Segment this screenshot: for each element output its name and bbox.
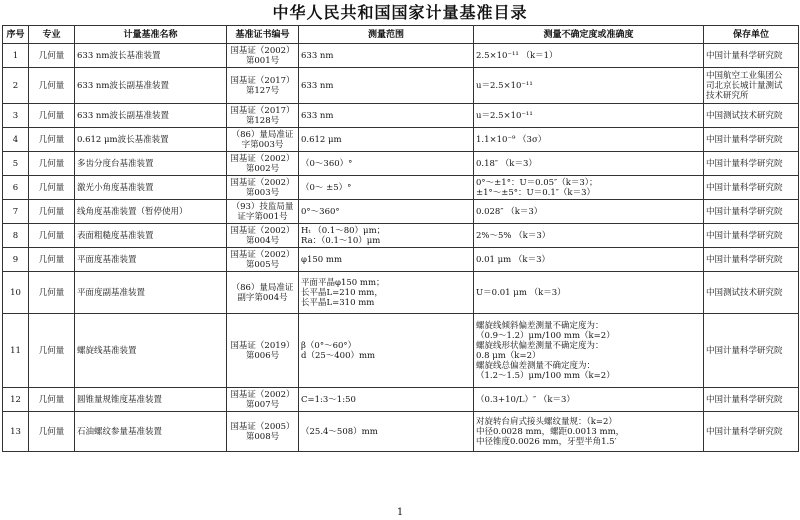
cell-no: 6 bbox=[3, 176, 29, 200]
cell-unit bbox=[704, 44, 799, 68]
cell-uncertainty-line: 0°～±1°：U＝0.05″（k＝3）； bbox=[476, 177, 598, 188]
cell-range bbox=[299, 314, 474, 388]
cell-cert-line: 国基证（2002） bbox=[230, 177, 295, 188]
cell-unit-line: 中国计量科学研究院 bbox=[706, 134, 783, 145]
cell-uncertainty-line: u＝2.5×10⁻¹¹ bbox=[476, 110, 533, 121]
cell-uncertainty-line: 螺旋线总偏差测量不确定度为： bbox=[476, 360, 596, 371]
table-row bbox=[3, 44, 799, 68]
cell-range-line: （0～360）° bbox=[301, 158, 353, 169]
cell-unit bbox=[704, 388, 799, 412]
cell-unit-line: 中国计量科学研究院 bbox=[706, 206, 783, 217]
cell-unit-line: 中国计量科学研究院 bbox=[706, 254, 783, 265]
cell-field: 几何量 bbox=[29, 224, 75, 248]
cell-unit bbox=[704, 104, 799, 128]
col-header-uncertainty: 测量不确定度或准确度 bbox=[474, 26, 704, 44]
cell-uncertainty-line: 中径0.0028 mm，螺距0.0013 mm， bbox=[476, 426, 625, 437]
cell-uncertainty bbox=[474, 44, 704, 68]
cell-cert bbox=[227, 200, 299, 224]
cell-range bbox=[299, 200, 474, 224]
cell-cert-line: 第128号 bbox=[245, 115, 280, 126]
cell-uncertainty-line: 0.18″ （k＝3） bbox=[476, 158, 537, 169]
cell-cert-line: （86）量局准证 bbox=[231, 282, 294, 293]
cell-uncertainty-line: 0.8 μm（k=2） bbox=[476, 350, 541, 361]
cell-unit bbox=[704, 272, 799, 314]
cell-cert-line: 第004号 bbox=[245, 235, 280, 246]
cell-unit bbox=[704, 200, 799, 224]
cell-field: 几何量 bbox=[29, 68, 75, 104]
page-number: 1 bbox=[396, 507, 404, 518]
cell-unit-line: 中国测试技术研究院 bbox=[706, 110, 783, 121]
cell-cert bbox=[227, 314, 299, 388]
cell-unit-line: 中国计量科学研究院 bbox=[706, 158, 783, 169]
cell-uncertainty bbox=[474, 104, 704, 128]
cell-name: 激光小角度基准装置 bbox=[75, 176, 227, 200]
cell-no: 7 bbox=[3, 200, 29, 224]
cell-range-line: 0.612 μm bbox=[301, 134, 342, 145]
table-row bbox=[3, 248, 799, 272]
col-header-range: 测量范围 bbox=[299, 26, 474, 44]
cell-no: 5 bbox=[3, 152, 29, 176]
cell-uncertainty bbox=[474, 128, 704, 152]
col-header-no: 序号 bbox=[3, 26, 29, 44]
cell-field: 几何量 bbox=[29, 412, 75, 452]
cell-uncertainty-line: u＝2.5×10⁻¹¹ bbox=[476, 80, 533, 91]
col-header-field: 专业 bbox=[29, 26, 75, 44]
cell-range bbox=[299, 68, 474, 104]
cell-cert-line: 证字第001号 bbox=[237, 211, 288, 222]
cell-cert-line: 字第003号 bbox=[241, 139, 284, 150]
page-title: 中华人民共和国国家计量基准目录 bbox=[272, 3, 528, 22]
cell-range bbox=[299, 44, 474, 68]
cell-range-line: 633 nm bbox=[301, 50, 334, 61]
cell-range-line: 633 nm bbox=[301, 110, 334, 121]
table-row bbox=[3, 104, 799, 128]
cell-name: 圆锥量规锥度基准装置 bbox=[75, 388, 227, 412]
cell-range-line: 0°～360° bbox=[301, 206, 340, 217]
cell-cert-line: 国基证（2019） bbox=[230, 340, 295, 351]
cell-range bbox=[299, 272, 474, 314]
cell-uncertainty bbox=[474, 248, 704, 272]
standards-table bbox=[2, 25, 799, 452]
header-row bbox=[3, 26, 799, 44]
cell-uncertainty bbox=[474, 152, 704, 176]
cell-uncertainty bbox=[474, 68, 704, 104]
cell-uncertainty-line: （0.9～1.2）μm/100 mm（k=2） bbox=[476, 330, 615, 341]
cell-cert-line: 国基证（2002） bbox=[230, 249, 295, 260]
cell-cert-line: 第008号 bbox=[245, 431, 280, 442]
cell-field: 几何量 bbox=[29, 248, 75, 272]
cell-range-line: （0～ ±5）° bbox=[301, 182, 352, 193]
cell-cert-line: 第001号 bbox=[245, 55, 280, 66]
cell-no: 12 bbox=[3, 388, 29, 412]
cell-name: 平面度基准装置 bbox=[75, 248, 227, 272]
cell-cert-line: （93）技监局量 bbox=[231, 201, 294, 212]
cell-cert-line: 国基证（2002） bbox=[230, 389, 295, 400]
cell-field: 几何量 bbox=[29, 272, 75, 314]
cell-no: 8 bbox=[3, 224, 29, 248]
cell-unit-line: 中国计量科学研究院 bbox=[706, 394, 783, 405]
cell-cert-line: 国基证（2017） bbox=[230, 75, 295, 86]
table-row bbox=[3, 314, 799, 388]
cell-range-line: 长平晶L=310 mm bbox=[301, 297, 375, 308]
cell-field: 几何量 bbox=[29, 314, 75, 388]
cell-cert-line: 国基证（2002） bbox=[230, 225, 295, 236]
cell-field: 几何量 bbox=[29, 152, 75, 176]
cell-uncertainty bbox=[474, 272, 704, 314]
col-header-unit: 保存单位 bbox=[704, 26, 799, 44]
cell-field: 几何量 bbox=[29, 104, 75, 128]
cell-cert-line: 国基证（2002） bbox=[230, 45, 295, 56]
cell-range-line: 平面平晶φ150 mm； bbox=[301, 277, 385, 288]
cell-uncertainty bbox=[474, 176, 704, 200]
cell-range-line: Hₜ （0.1～80）μm； bbox=[301, 225, 386, 236]
table-row bbox=[3, 412, 799, 452]
cell-range-line: C=1:3～1:50 bbox=[301, 394, 356, 405]
cell-unit-line: 技术研究所 bbox=[706, 90, 749, 101]
cell-name: 633 nm波长基准装置 bbox=[75, 44, 227, 68]
table-row bbox=[3, 128, 799, 152]
cell-range-line: 长平晶L=210 mm， bbox=[301, 287, 383, 298]
cell-range bbox=[299, 248, 474, 272]
cell-unit bbox=[704, 152, 799, 176]
cell-unit bbox=[704, 224, 799, 248]
cell-uncertainty bbox=[474, 388, 704, 412]
cell-unit-line: 中国计量科学研究院 bbox=[706, 50, 783, 61]
cell-range bbox=[299, 104, 474, 128]
table-row bbox=[3, 152, 799, 176]
cell-range-line: φ150 mm bbox=[301, 254, 342, 265]
cell-uncertainty-line: ±1°～±5°：U＝0.1″（k＝3） bbox=[476, 187, 595, 198]
cell-field: 几何量 bbox=[29, 44, 75, 68]
cell-cert-line: 国基证（2002） bbox=[230, 153, 295, 164]
col-header-cert: 基准证书编号 bbox=[227, 26, 299, 44]
col-header-name: 计量基准名称 bbox=[75, 26, 227, 44]
cell-range bbox=[299, 128, 474, 152]
cell-field: 几何量 bbox=[29, 388, 75, 412]
cell-name: 平面度副基准装置 bbox=[75, 272, 227, 314]
cell-uncertainty-line: 0.028″ （k＝3） bbox=[476, 206, 543, 217]
cell-name: 多齿分度台基准装置 bbox=[75, 152, 227, 176]
cell-uncertainty-line: 1.1×10⁻⁹ （3σ） bbox=[476, 134, 547, 145]
table-row bbox=[3, 200, 799, 224]
cell-uncertainty bbox=[474, 224, 704, 248]
cell-no: 4 bbox=[3, 128, 29, 152]
cell-cert bbox=[227, 152, 299, 176]
cell-uncertainty-line: 螺旋线倾斜偏差测量不确定度为： bbox=[476, 320, 604, 331]
cell-range bbox=[299, 152, 474, 176]
cell-field: 几何量 bbox=[29, 176, 75, 200]
cell-unit bbox=[704, 128, 799, 152]
cell-cert-line: 第006号 bbox=[245, 350, 280, 361]
cell-cert bbox=[227, 388, 299, 412]
cell-name: 石油螺纹参量基准装置 bbox=[75, 412, 227, 452]
cell-uncertainty-line: 0.01 μm （k＝3） bbox=[476, 254, 550, 265]
cell-cert bbox=[227, 224, 299, 248]
cell-unit bbox=[704, 248, 799, 272]
cell-unit-line: 中国计量科学研究院 bbox=[706, 345, 783, 356]
cell-range-line: 633 nm bbox=[301, 80, 334, 91]
cell-unit-line: 中国计量科学研究院 bbox=[706, 426, 783, 437]
cell-uncertainty-line: 2.5×10⁻¹¹ （k＝1） bbox=[476, 50, 558, 61]
cell-cert-line: 国基证（2005） bbox=[230, 421, 295, 432]
cell-cert-line: 第005号 bbox=[245, 259, 280, 270]
table-row bbox=[3, 272, 799, 314]
cell-field: 几何量 bbox=[29, 200, 75, 224]
cell-range bbox=[299, 388, 474, 412]
cell-uncertainty-line: （1.2～1.5）μm/100 mm（k=2） bbox=[476, 370, 615, 381]
cell-name: 表面粗糙度基准装置 bbox=[75, 224, 227, 248]
cell-cert bbox=[227, 412, 299, 452]
cell-no: 3 bbox=[3, 104, 29, 128]
table-body bbox=[3, 44, 799, 452]
cell-cert-line: 第127号 bbox=[245, 85, 280, 96]
cell-unit bbox=[704, 412, 799, 452]
cell-cert bbox=[227, 68, 299, 104]
cell-unit-line: 司北京长城计量测试 bbox=[706, 80, 783, 91]
cell-cert bbox=[227, 176, 299, 200]
cell-unit-line: 中国测试技术研究院 bbox=[706, 287, 783, 298]
cell-unit-line: 中国计量科学研究院 bbox=[706, 182, 783, 193]
cell-cert-line: 第007号 bbox=[245, 399, 280, 410]
cell-range-line: Ra：（0.1～10）μm bbox=[301, 235, 381, 246]
cell-range bbox=[299, 412, 474, 452]
cell-cert bbox=[227, 128, 299, 152]
cell-cert-line: 第002号 bbox=[245, 163, 280, 174]
cell-no: 10 bbox=[3, 272, 29, 314]
cell-uncertainty-line: 螺旋线形状偏差测量不确定度为： bbox=[476, 340, 604, 351]
cell-unit bbox=[704, 176, 799, 200]
cell-uncertainty-line: （0.3+10/L）″ （k＝3） bbox=[476, 394, 575, 405]
cell-no: 9 bbox=[3, 248, 29, 272]
cell-name: 螺旋线基准装置 bbox=[75, 314, 227, 388]
cell-uncertainty bbox=[474, 314, 704, 388]
cell-no: 13 bbox=[3, 412, 29, 452]
cell-no: 2 bbox=[3, 68, 29, 104]
cell-uncertainty-line: 对旋转台肩式接头螺纹量规：（k=2） bbox=[476, 416, 617, 427]
cell-uncertainty-line: U＝0.01 μm （k＝3） bbox=[476, 287, 566, 298]
cell-uncertainty bbox=[474, 412, 704, 452]
cell-range bbox=[299, 176, 474, 200]
table-row bbox=[3, 388, 799, 412]
cell-uncertainty-line: 中径锥度0.0026 mm，牙型半角1.5′ bbox=[476, 436, 617, 447]
cell-cert bbox=[227, 104, 299, 128]
table-row bbox=[3, 176, 799, 200]
cell-no: 11 bbox=[3, 314, 29, 388]
cell-field: 几何量 bbox=[29, 128, 75, 152]
cell-no: 1 bbox=[3, 44, 29, 68]
cell-cert bbox=[227, 248, 299, 272]
cell-uncertainty-line: 2%～5% （k＝3） bbox=[476, 230, 551, 241]
cell-cert-line: 国基证（2017） bbox=[230, 105, 295, 116]
table-row bbox=[3, 224, 799, 248]
cell-cert bbox=[227, 272, 299, 314]
cell-name: 633 nm波长副基准装置 bbox=[75, 68, 227, 104]
cell-unit bbox=[704, 68, 799, 104]
cell-name: 线角度基准装置（暂停使用） bbox=[75, 200, 227, 224]
cell-range-line: β（0°～60°） bbox=[301, 340, 357, 351]
cell-unit bbox=[704, 314, 799, 388]
cell-name: 0.612 μm波长基准装置 bbox=[75, 128, 227, 152]
table-row bbox=[3, 68, 799, 104]
cell-range bbox=[299, 224, 474, 248]
cell-cert-line: 副字第004号 bbox=[237, 292, 288, 303]
cell-cert-line: （86）量局准证 bbox=[231, 129, 294, 140]
cell-cert bbox=[227, 44, 299, 68]
cell-range-line: （25.4～508）mm bbox=[301, 426, 378, 437]
cell-unit-line: 中国航空工业集团公 bbox=[706, 70, 783, 81]
cell-cert-line: 第003号 bbox=[245, 187, 280, 198]
cell-uncertainty bbox=[474, 200, 704, 224]
cell-name: 633 nm波长副基准装置 bbox=[75, 104, 227, 128]
cell-range-line: d（25～400）mm bbox=[301, 350, 376, 361]
cell-unit-line: 中国计量科学研究院 bbox=[706, 230, 783, 241]
